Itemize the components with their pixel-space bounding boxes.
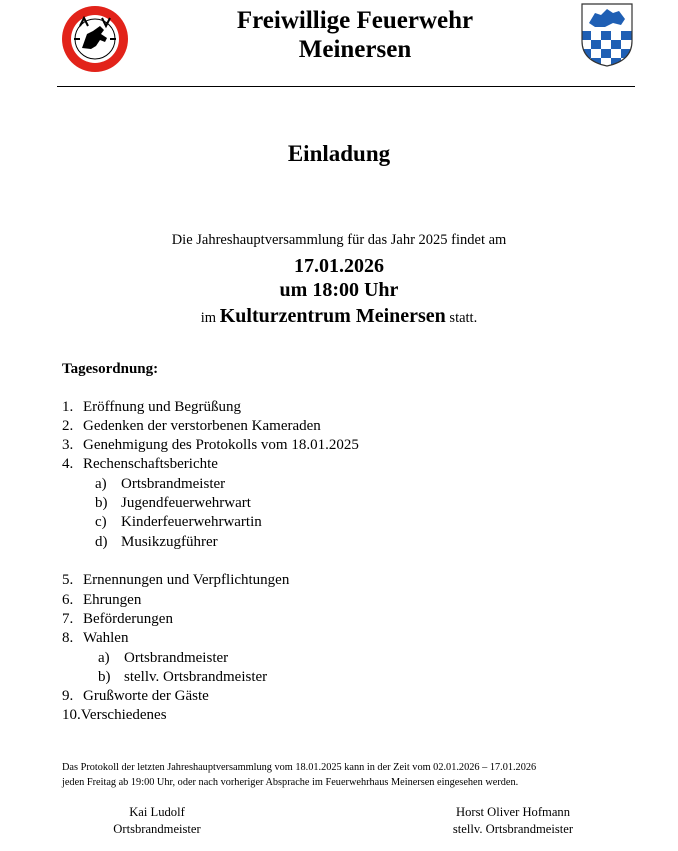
agenda-item bbox=[62, 707, 167, 724]
agenda-subitem bbox=[95, 534, 218, 551]
agenda-subitem-text: Jugendfeuerwehrwart bbox=[121, 495, 251, 511]
agenda-subitem bbox=[95, 514, 262, 531]
agenda-subitem-text: stellv. Ortsbrandmeister bbox=[124, 669, 268, 685]
signatory-name: Horst Oliver Hofmann bbox=[455, 805, 571, 819]
agenda-item-text: Eröffnung und Begrüßung bbox=[83, 399, 242, 415]
agenda-item bbox=[62, 456, 218, 473]
agenda-item-text: Grußworte der Gäste bbox=[83, 688, 209, 704]
agenda-item-text: Gedenken der verstorbenen Kameraden bbox=[83, 418, 321, 434]
org-name-line1: Freiwillige Feuerwehr bbox=[236, 7, 474, 34]
protocol-note bbox=[62, 760, 642, 790]
agenda-item-number: 2. bbox=[62, 418, 74, 434]
venue-suffix: statt. bbox=[449, 310, 478, 326]
meeting-date: 17.01.2026 bbox=[294, 255, 384, 277]
signatory-role: stellv. Ortsbrandmeister bbox=[452, 822, 574, 836]
agenda-item bbox=[62, 418, 321, 435]
protocol-note-line1: Das Protokoll der letzten Jahreshauptversammlung vom 18.01.2025 kann in der Zeit vom 02.01.2026 – 17.01.2026 bbox=[62, 762, 537, 773]
coat-of-arms-icon bbox=[581, 3, 633, 67]
agenda-item-text: Verschiedenes bbox=[80, 707, 167, 723]
agenda-item-number: 4. bbox=[62, 456, 74, 472]
agenda-subitem-letter: b) bbox=[95, 495, 108, 511]
signatory-role: Ortsbrandmeister bbox=[113, 822, 201, 836]
invitation-intro: Die Jahreshauptversammlung für das Jahr 2025 findet am bbox=[171, 232, 507, 248]
agenda-subitem bbox=[98, 669, 267, 686]
agenda-item bbox=[62, 592, 141, 609]
agenda-subitem bbox=[98, 650, 228, 667]
organization-title bbox=[150, 6, 560, 64]
protocol-note-line2: jeden Freitag ab 19:00 Uhr, oder nach vorheriger Absprache im Feuerwehrhaus Meinersen eingesehen werden. bbox=[62, 777, 519, 788]
venue-line bbox=[0, 305, 678, 328]
agenda-subitem-letter: a) bbox=[95, 476, 107, 492]
agenda-subitem-text: Musikzugführer bbox=[121, 534, 218, 550]
agenda-item bbox=[62, 399, 241, 416]
agenda-item bbox=[62, 572, 289, 589]
agenda-item-number: 5. bbox=[62, 572, 74, 588]
agenda-subitem-text: Ortsbrandmeister bbox=[121, 476, 226, 492]
org-name-line2: Meinersen bbox=[298, 36, 412, 63]
agenda-subitem-letter: a) bbox=[98, 650, 110, 666]
agenda-item-number: 8. bbox=[62, 630, 74, 646]
agenda-item-text: Genehmigung des Protokolls vom 18.01.2025 bbox=[83, 437, 359, 453]
agenda-item bbox=[62, 688, 209, 705]
meeting-time: um 18:00 Uhr bbox=[279, 279, 399, 301]
agenda-item-text: Ehrungen bbox=[83, 592, 142, 608]
agenda-subitem-letter: d) bbox=[95, 534, 108, 550]
venue-prefix: im bbox=[200, 310, 217, 326]
agenda-subitem-letter: c) bbox=[95, 514, 107, 530]
agenda-item-text: Wahlen bbox=[83, 630, 129, 646]
agenda-item bbox=[62, 437, 359, 454]
agenda-item-text: Beförderungen bbox=[83, 611, 173, 627]
document-title: Einladung bbox=[287, 141, 391, 166]
fire-brigade-emblem-icon bbox=[60, 4, 130, 74]
agenda-item-number: 1. bbox=[62, 399, 74, 415]
agenda-heading: Tagesordnung: bbox=[62, 361, 159, 377]
agenda-item-number: 7. bbox=[62, 611, 74, 627]
agenda-item-number: 9. bbox=[62, 688, 74, 704]
agenda-subitem bbox=[95, 495, 251, 512]
agenda-item-text: Rechenschaftsberichte bbox=[83, 456, 218, 472]
header-divider bbox=[57, 86, 635, 87]
agenda-subitem-text: Ortsbrandmeister bbox=[124, 650, 229, 666]
signature-block-right bbox=[443, 804, 583, 838]
venue-name: Kulturzentrum Meinersen bbox=[219, 305, 446, 327]
agenda-item-number: 6. bbox=[62, 592, 74, 608]
agenda-subitem-text: Kinderfeuerwehrwartin bbox=[121, 514, 262, 530]
agenda-item bbox=[62, 630, 128, 647]
signatory-name: Kai Ludolf bbox=[129, 805, 185, 819]
agenda-item-number: 3. bbox=[62, 437, 74, 453]
agenda-item-text: Ernennungen und Verpflichtungen bbox=[83, 572, 290, 588]
agenda-item bbox=[62, 611, 173, 628]
agenda-item-number: 10. bbox=[62, 707, 81, 723]
agenda-subitem bbox=[95, 476, 225, 493]
signature-block-left bbox=[107, 804, 207, 838]
agenda-subitem-letter: b) bbox=[98, 669, 111, 685]
